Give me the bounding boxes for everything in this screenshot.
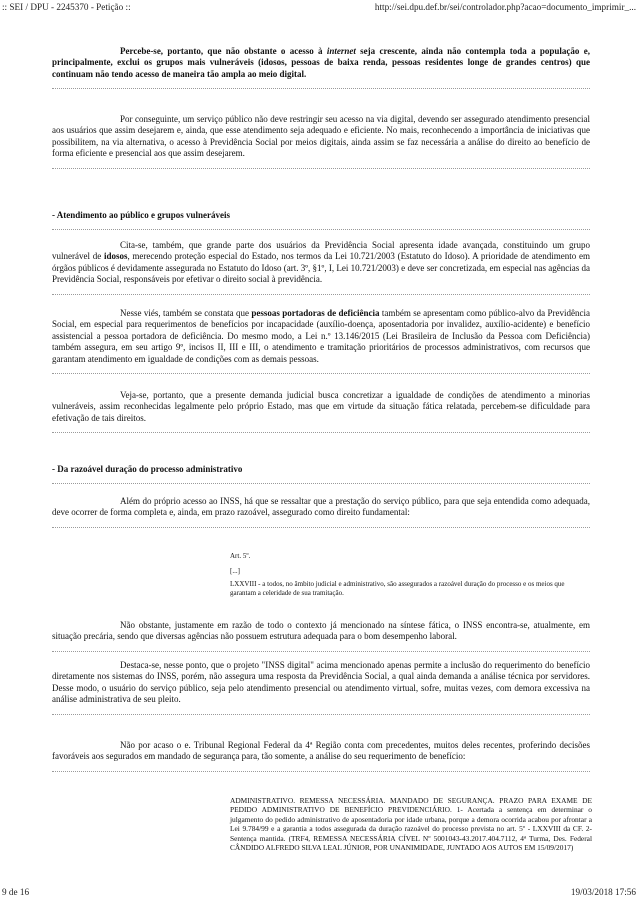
h2-text: - Da razoável duração do processo administrativo (52, 464, 243, 474)
p1-italic: internet (326, 46, 356, 56)
section-heading-vulnerable-groups (52, 210, 590, 230)
q2-citation: (TRF4, REMESSA NECESSÁRIA CÍVEL Nº 5001043-43.2017.404.7112, 4ª Turma, Des. Federal CÂNDIDO ALFREDO SILVA LEAL JÚNIOR, POR UNANIMIDADE, JUNTADO AOS AUTOS EM 15/09/2017) (230, 833, 592, 853)
print-timestamp: 19/03/2018 17:56 (570, 887, 636, 897)
p3-bold: idosos (103, 251, 128, 262)
p1-text-c: seja crescente, ainda não contempla toda a população e, principalmente, exclui os grupos mais vulneráveis (idosos, pessoas de baixa renda, pessoas residentes longe de grandes centros) que continuam não tendo acesso de maneira tão ampla ao meio digital. (52, 46, 590, 79)
p9-text: Não por acaso o e. Tribunal Regional Federal da 4ª Região conta com precedentes, muitos deles recentes, proferindo decisões favoráveis aos segurados em mandado de segurança para, tão somente, a análise do seu requerimento de benefício: (52, 740, 590, 762)
page-number: 9 de 16 (2, 887, 30, 897)
paragraph-elderly (52, 240, 590, 295)
print-header-title: :: SEI / DPU - 2245370 - Petição :: (2, 2, 131, 12)
quote-article: Art. 5º. (230, 552, 251, 560)
quote-ellipsis: [...] (230, 567, 240, 575)
p3-text-c: , merecendo proteção especial do Estado, nos termos da Lei 10.721/2003 (Estatuto do Idoso). A prioridade de atendimento em órgãos públicos é devidamente assegurada no Estatuto do Idoso (art. 3º, §1º, I, Lei 10.721/2003) e deve ser concretizada, em especial nas agências da Previdência Social, responsáveis por efetivar o direito social à previdência. (52, 251, 590, 285)
q2-body: 1- Acertada a sentença em determinar o julgamento do pedido administrativo de aposentadoria por idade urbana, porque a demora ocorrida acabou por afrontar a Lei 9.784/99 e a garantia a todos assegurada da duração razoável do processo prevista no art. 5º - LXXVIII da CF. 2- Sentença mantida. (230, 805, 592, 843)
p4-text-a: Nesse viés, também se constata que (120, 308, 252, 318)
quote-item: LXXVIII - a todos, no âmbito judicial e administrativo, são assegurados a razoável duração do processo e os meios que garantam a celeridade de sua tramitação. (230, 580, 565, 597)
p2-text: Por conseguinte, um serviço público não deve restringir seu acesso na via digital, devendo ser assegurado atendimento presencial aos usuários que assim desejarem e, ainda, que esse atendimento seja adequado e eficiente. No mais, reconhecendo a importância de iniciativas que possibilitem, na via alternativa, o acesso à Previdência Social por meios digitais, ainda assim se faz necessária a análise do direito ao benefício de forma eficiente e presencial aos que assim desejarem. (52, 114, 590, 159)
p4-bold: pessoas portadoras de deficiência (251, 308, 380, 318)
paragraph-disabled-persons (52, 308, 590, 374)
p7-text: Não obstante, justamente em razão de todo o contexto já mencionado na síntese fática, o INSS encontra-se, atualmente, em situação precária, sendo que diversas agências não possuem estrutura adequada para o bom desempenho laboral. (52, 620, 590, 642)
section-heading-reasonable-duration (52, 464, 590, 484)
print-header-url: http://sei.dpu.def.br/sei/controlador.php?acao=documento_imprimir_... (374, 2, 636, 12)
p6-text: Além do próprio acesso ao INSS, há que se ressaltar que a prestação do serviço público, para que seja entendida como adequada, deve ocorrer de forma completa e, ainda, em prazo razoável, assegurado como direito fundamental: (52, 496, 590, 518)
paragraph-inss-digital (52, 660, 590, 715)
paragraph-presential-service (52, 114, 590, 169)
h1-text: - Atendimento ao público e grupos vulneráveis (52, 210, 231, 220)
p1-text-a: Percebe-se, portanto, que não obstante o acesso à (120, 46, 327, 56)
q2-heading: ADMINISTRATIVO. REMESSA NECESSÁRIA. MANDADO DE SEGURANÇA. PRAZO PARA EXAME DE PEDIDO ADMINISTRATIVO DE BENEFÍCIO PREVIDENCIÁRIO. (230, 796, 592, 815)
paragraph-equality (52, 390, 590, 433)
paragraph-reasonable-time (52, 496, 590, 528)
p4-text-c: também se apresentam como público-alvo da Previdência Social, em especial para requerimentos de benefícios por incapacidade (auxílio-doença, aposentadoria por invalidez, auxílio-acidente) e benefício assistencial a pessoa portadora de deficiência. Do mesmo modo, a Lei n.º 13.146/2015 (Lei Brasileira de Inclusão da Pessoa com Deficiência) também assegura, em seu artigo 9º, incisos II, III e III, o atendimento e tramitação prioritários de processos administrativos, com recursos que garantam atendimento em igualdade de condições com as demais pessoas. (52, 308, 590, 364)
paragraph-trf4-precedents (52, 740, 590, 772)
paragraph-inss-precarious (52, 620, 590, 652)
p5-text: Veja-se, portanto, que a presente demanda judicial busca concretizar a igualdade de condições de atendimento a minorias vulneráveis, assim reconhecidas legalmente pelo próprio Estado, mas que em virtude da situação fática relatada, percebem-se dificuldade para efetivação de tais direitos. (52, 390, 590, 423)
p8-text: Destaca-se, nesse ponto, que o projeto "INSS digital" acima mencionado apenas permite a inclusão do requerimento do benefício diretamente nos sistemas do INSS, porém, não assegura uma resposta da Previdência Social, a qual ainda demanda a análise técnica por servidores. Desse modo, o usuário do serviço público, seja pelo atendimento presencial ou atendimento virtual, sofre, muitas vezes, com demora excessiva na análise administrativa de seu pleito. (52, 660, 590, 705)
paragraph-internet-access (52, 46, 590, 89)
constitution-quote (230, 552, 592, 598)
p3-text-a: Cita-se, também, que grande parte dos usuários da Previdência Social apresenta idade avançada, constituindo um grupo vulnerável de (52, 240, 590, 262)
jurisprudence-quote (230, 796, 592, 852)
